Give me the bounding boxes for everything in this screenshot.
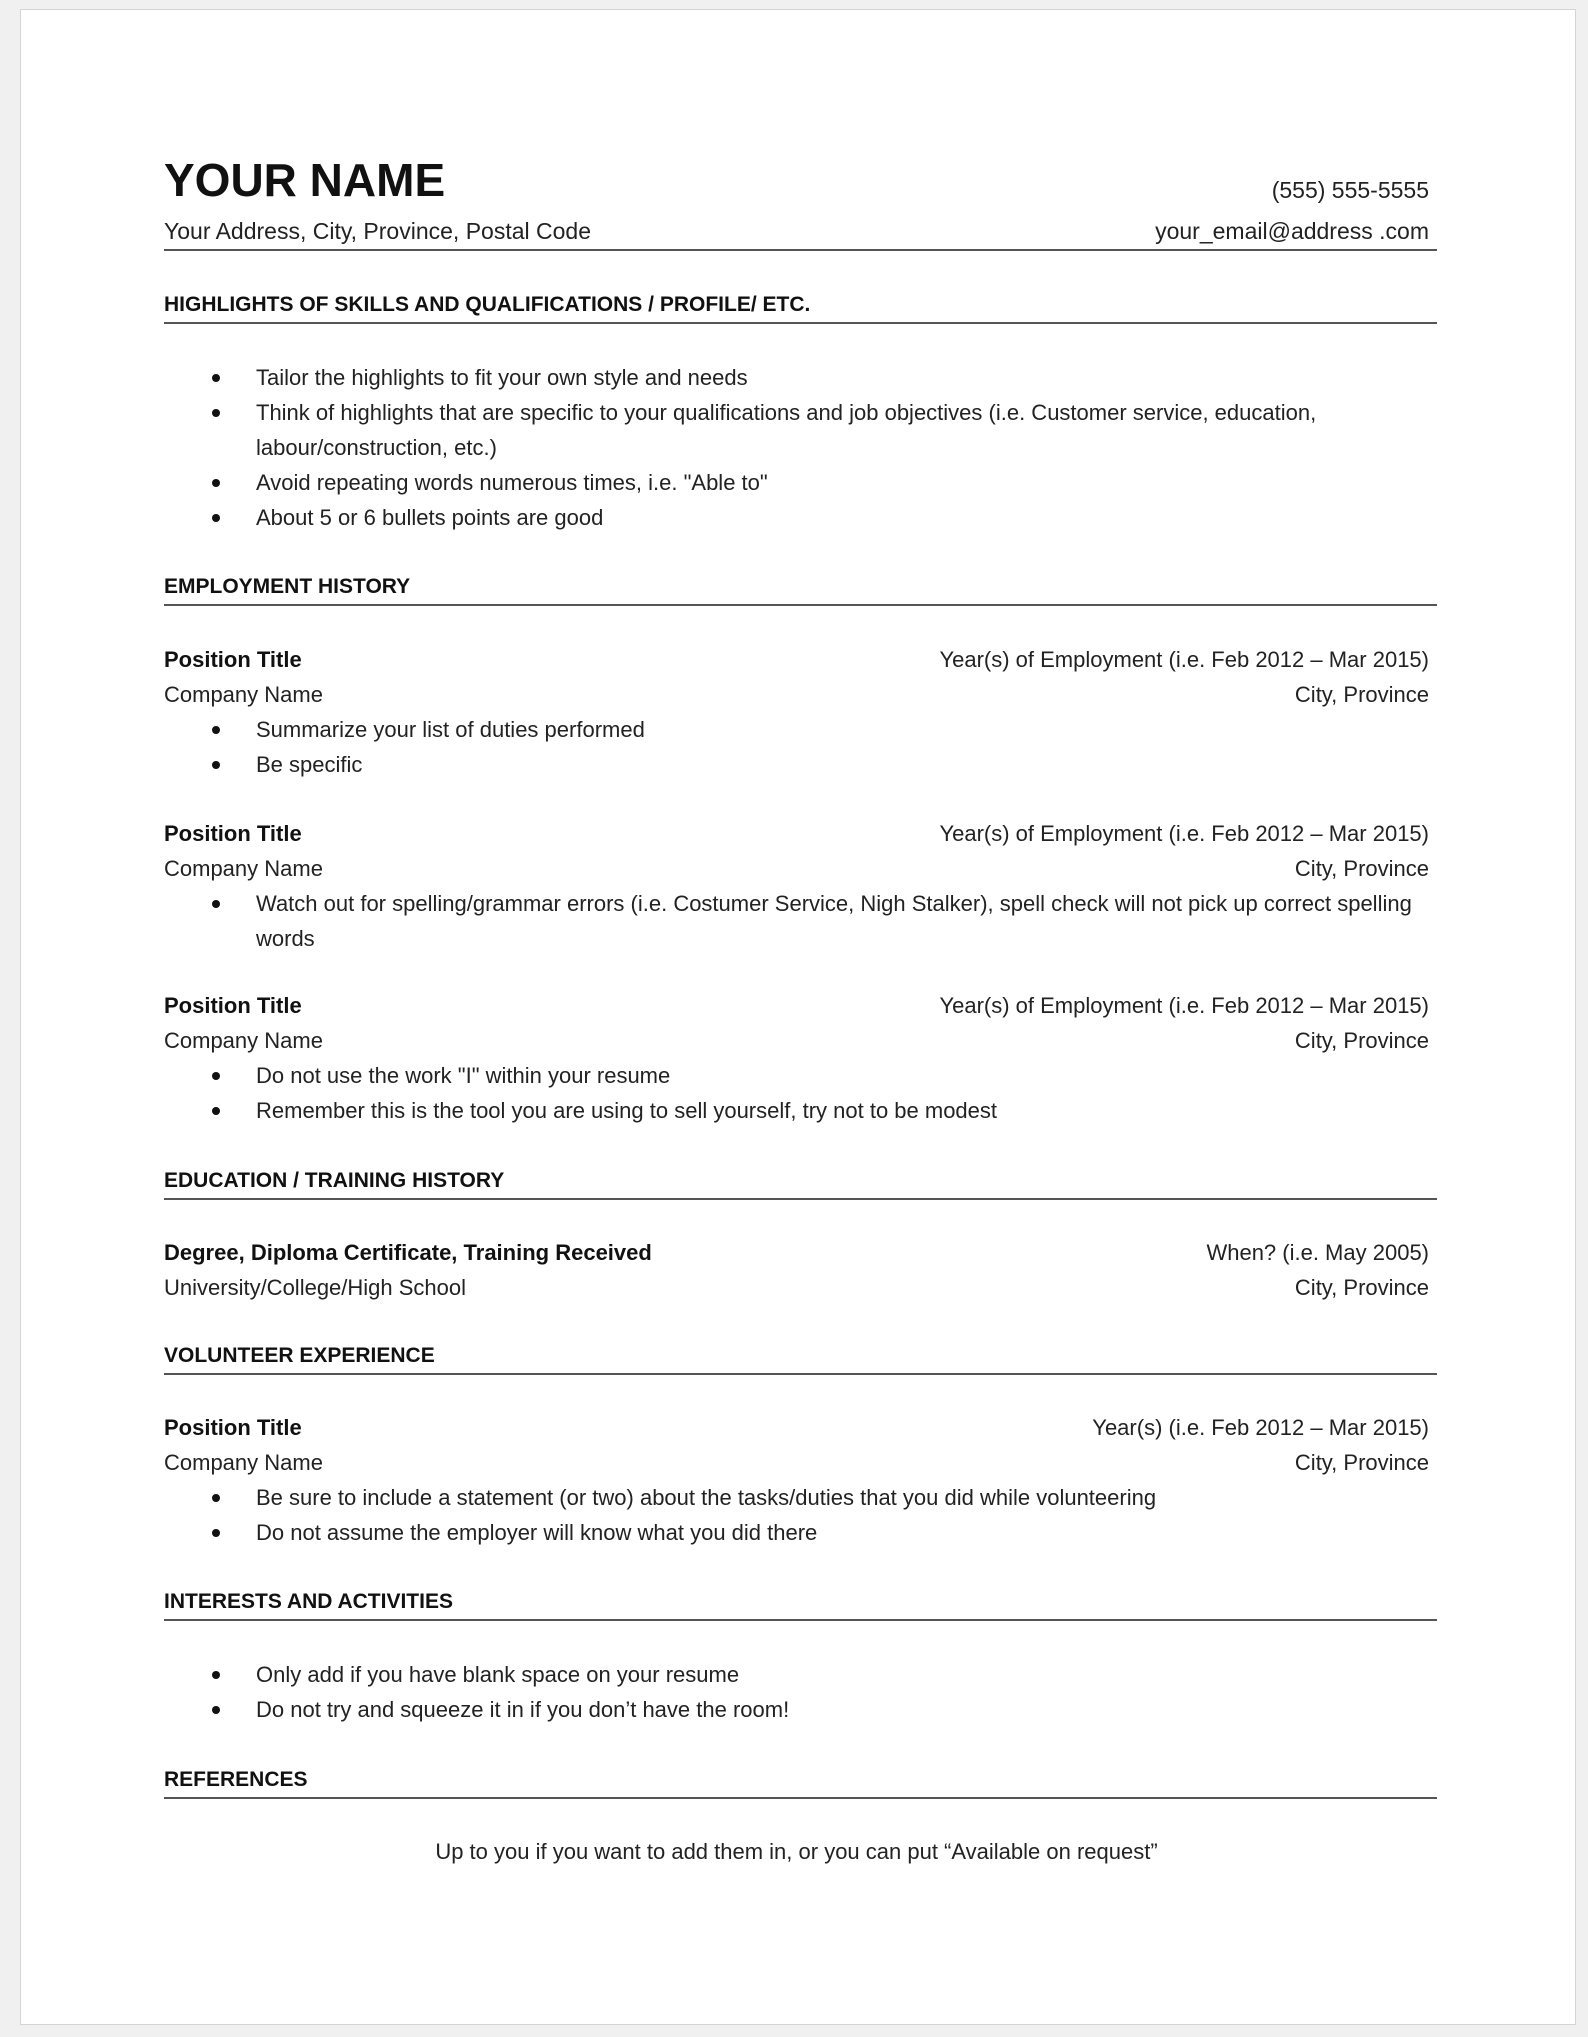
section-heading-employment: EMPLOYMENT HISTORY: [164, 570, 1437, 606]
volunteer-dates: Year(s) (i.e. Feb 2012 – Mar 2015): [1092, 1415, 1429, 1440]
bullet-text: Do not try and squeeze it in if you don’t have the room!: [256, 1697, 790, 1722]
job-entry: [164, 642, 1429, 782]
bullet-icon: [212, 514, 220, 522]
bullet-icon: [212, 1529, 220, 1537]
address-row: [164, 214, 1437, 251]
job-location: City, Province: [1294, 1028, 1429, 1053]
education-date: When? (i.e. May 2005): [1206, 1240, 1429, 1265]
bullet-icon: [212, 900, 220, 908]
list-item: [164, 712, 1429, 747]
bullet-text: Think of highlights that are specific to your qualifications and job objectives (i.e. Customer service, education, labour/construction, etc.): [256, 400, 1317, 460]
bullet-text: Do not use the work "I" within your resume: [256, 1063, 671, 1088]
school-location: City, Province: [1294, 1275, 1429, 1300]
address: Your Address, City, Province, Postal Code: [164, 218, 591, 244]
highlights-list: [164, 360, 1429, 535]
list-item: [164, 360, 1429, 395]
volunteer-location: City, Province: [1294, 1450, 1429, 1475]
position-title: Position Title: [164, 993, 302, 1018]
position-title: Position Title: [164, 1415, 302, 1440]
bullet-icon: [212, 1706, 220, 1714]
position-title: Position Title: [164, 647, 302, 672]
references-text: Up to you if you want to add them in, or you can put “Available on request”: [435, 1839, 1158, 1864]
section-heading-interests: INTERESTS AND ACTIVITIES: [164, 1585, 1437, 1621]
bullet-text: Only add if you have blank space on your resume: [256, 1662, 740, 1687]
list-item: [164, 886, 1429, 956]
bullet-icon: [212, 1072, 220, 1080]
bullet-icon: [212, 1107, 220, 1115]
list-item: [164, 1515, 1429, 1550]
company-name: Company Name: [164, 1450, 323, 1475]
list-item: [164, 1058, 1429, 1093]
bullet-icon: [212, 374, 220, 382]
interests-list: [164, 1657, 1429, 1727]
company-name: Company Name: [164, 1028, 323, 1053]
job-entry: [164, 816, 1429, 956]
list-item: [164, 500, 1429, 535]
list-item: [164, 1093, 1429, 1128]
list-item: [164, 465, 1429, 500]
bullet-text: Tailor the highlights to fit your own style and needs: [256, 365, 748, 390]
resume-name: YOUR NAME: [164, 154, 446, 206]
section-heading-references: REFERENCES: [164, 1763, 1437, 1799]
bullet-text: Be specific: [256, 752, 363, 777]
job-entry: [164, 988, 1429, 1128]
list-item: [164, 747, 1429, 782]
employment-dates: Year(s) of Employment (i.e. Feb 2012 – Mar 2015): [939, 647, 1429, 672]
bullet-text: Avoid repeating words numerous times, i.e. "Able to": [256, 470, 768, 495]
list-item: [164, 395, 1429, 465]
list-item: [164, 1480, 1429, 1515]
bullet-icon: [212, 726, 220, 734]
job-location: City, Province: [1294, 856, 1429, 881]
bullet-icon: [212, 1494, 220, 1502]
bullet-icon: [212, 479, 220, 487]
list-item: [164, 1692, 1429, 1727]
phone-number: (555) 555-5555: [1271, 177, 1429, 203]
section-heading-highlights: HIGHLIGHTS OF SKILLS AND QUALIFICATIONS / PROFILE/ ETC.: [164, 288, 1437, 324]
bullet-icon: [212, 1671, 220, 1679]
bullet-text: Summarize your list of duties performed: [256, 717, 645, 742]
bullet-icon: [212, 409, 220, 417]
section-heading-volunteer: VOLUNTEER EXPERIENCE: [164, 1339, 1437, 1375]
volunteer-entry: [164, 1410, 1429, 1550]
bullet-icon: [212, 761, 220, 769]
section-heading-education: EDUCATION / TRAINING HISTORY: [164, 1164, 1437, 1200]
degree: Degree, Diploma Certificate, Training Received: [164, 1240, 652, 1265]
position-title: Position Title: [164, 821, 302, 846]
bullet-text: Watch out for spelling/grammar errors (i.e. Costumer Service, Nigh Stalker), spell check will not pick up correct spelling words: [256, 891, 1412, 951]
bullet-text: Do not assume the employer will know what you did there: [256, 1520, 818, 1545]
company-name: Company Name: [164, 856, 323, 881]
education-entry: [164, 1235, 1429, 1305]
school: University/College/High School: [164, 1275, 467, 1300]
company-name: Company Name: [164, 682, 323, 707]
bullet-text: About 5 or 6 bullets points are good: [256, 505, 604, 530]
bullet-text: Be sure to include a statement (or two) about the tasks/duties that you did while volunteering: [256, 1485, 1157, 1510]
bullet-text: Remember this is the tool you are using to sell yourself, try not to be modest: [256, 1098, 998, 1123]
employment-dates: Year(s) of Employment (i.e. Feb 2012 – Mar 2015): [939, 821, 1429, 846]
list-item: [164, 1657, 1429, 1692]
employment-dates: Year(s) of Employment (i.e. Feb 2012 – Mar 2015): [939, 993, 1429, 1018]
job-location: City, Province: [1294, 682, 1429, 707]
email: your_email@address .com: [1155, 218, 1429, 244]
